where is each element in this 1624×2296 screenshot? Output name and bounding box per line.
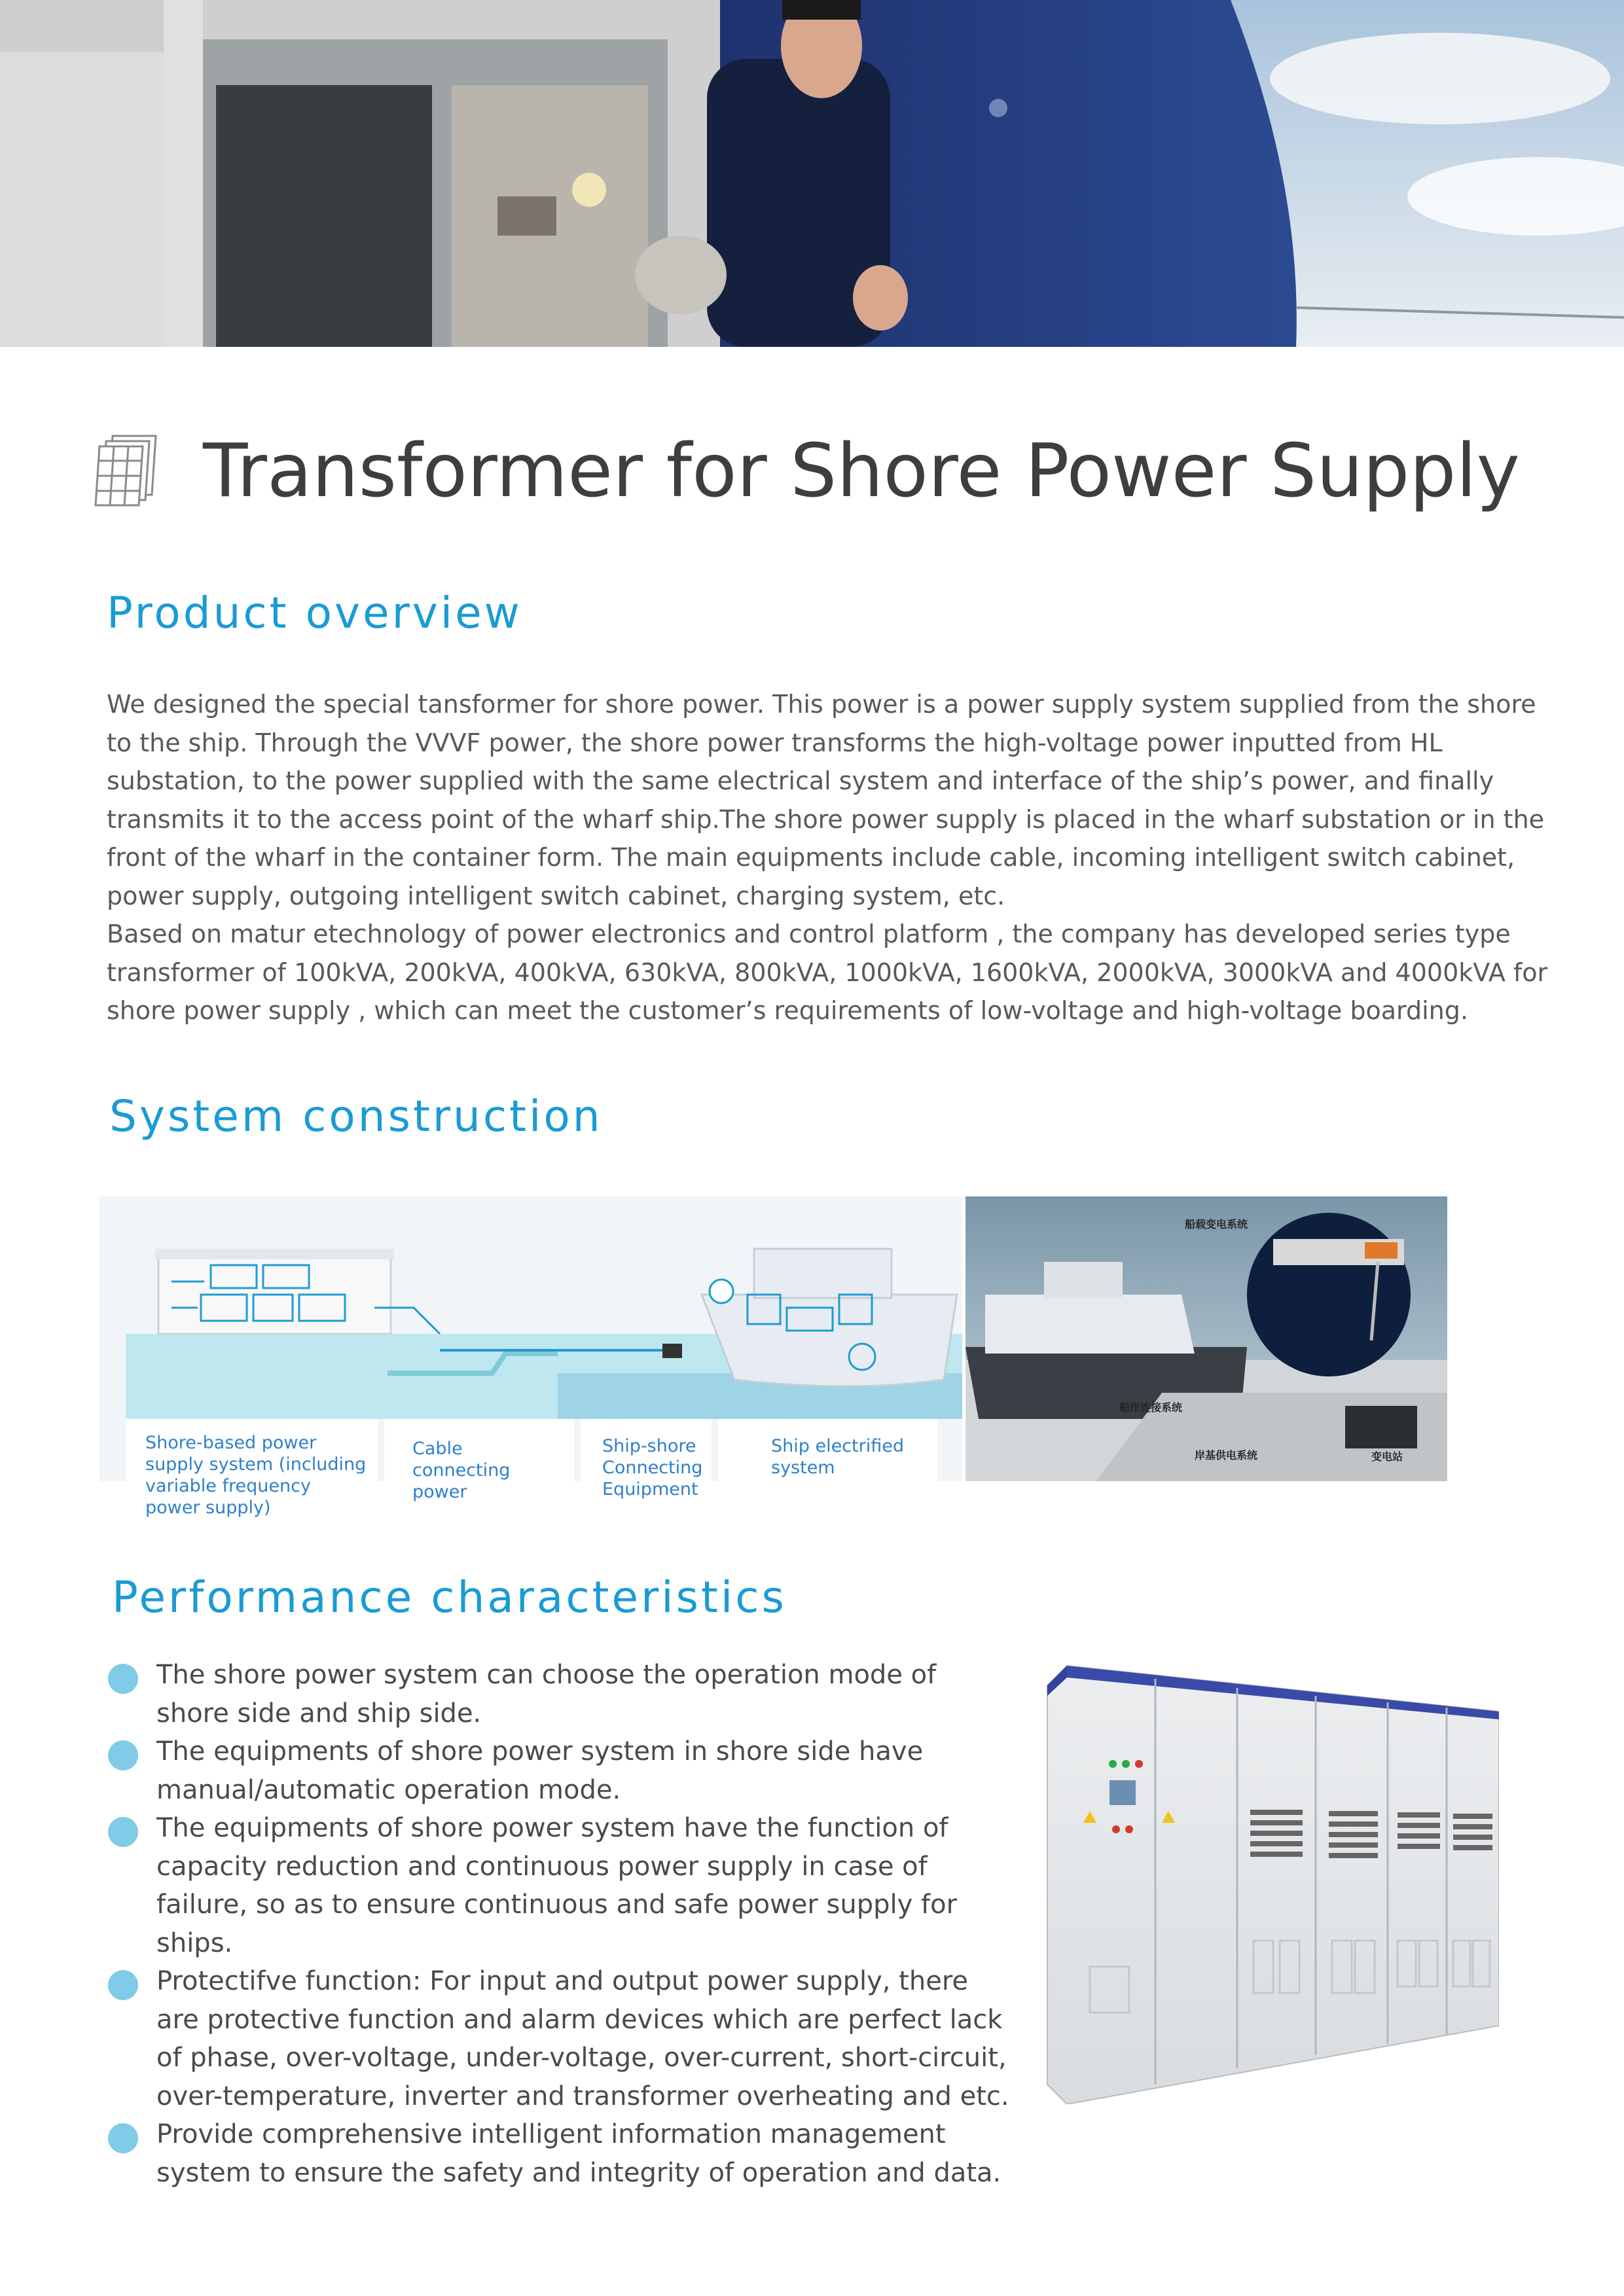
list-item: Protectifve function: For input and output power supply, there are protective function and alarm devices which are perfect lack of phase, over-voltage, under-voltage, over-current, short-circuit, over-temperature, inverter and transformer overheating and etc. — [107, 1962, 1010, 2115]
photo-label-shore-supply: 岸基供电系统 — [1195, 1449, 1258, 1462]
system-diagram — [99, 1196, 962, 1518]
overview-paragraph-2: Based on matur etechnology of power electronics and control platform , the company has developed series type transformer of 100kVA, 200kVA, 400kVA, 630kVA, 800kVA, 1000kVA, 1600kVA, 2000kVA, 3000kVA and 4000kVA for shore power supply , which can meet the customer’s requirements of low-voltage and high-voltage boarding. — [107, 920, 1548, 1025]
overview-heading: Product overview — [107, 588, 522, 638]
diagram-label-cable: Cable connecting power — [412, 1439, 511, 1502]
photo-label-substation: 变电站 — [1371, 1450, 1403, 1463]
list-item: The shore power system can choose the operation mode of shore side and ship side. — [107, 1656, 1010, 1732]
overview-text — [107, 685, 1566, 1030]
list-item: The equipments of shore power system have the function of capacity reduction and continuous power supply in case of failure, so as to ensure continuous and safe power supply for ships. — [107, 1809, 1010, 1962]
page-title: Transformer for Shore Power Supply — [203, 429, 1520, 514]
diagram-label-ship: Ship electrified system — [771, 1436, 904, 1478]
diagram-label-shore: Shore-based power supply system (including variable frequency power supply) — [145, 1433, 367, 1518]
bullet-icon — [108, 1970, 138, 2000]
cabinet-photo — [1041, 1659, 1499, 2104]
bullet-icon — [108, 2123, 138, 2153]
bullet-icon — [108, 1817, 138, 1847]
list-item: The equipments of shore power system in shore side have manual/automatic operation mode. — [107, 1732, 1010, 1809]
bullet-icon — [108, 1664, 138, 1694]
performance-heading: Performance characteristics — [112, 1572, 787, 1623]
performance-list — [107, 1656, 1010, 2192]
shore-power-photo — [965, 1196, 1447, 1481]
diagram-label-connecting: Ship-shore Connecting Equipment — [602, 1436, 703, 1499]
bullet-icon — [108, 1740, 138, 1770]
overview-paragraph-1: We designed the special tansformer for shore power. This power is a power supply system supplied from the shore to the ship. Through the VVVF power, the shore power transforms the high-voltage power inputted from HL substation, to the power supplied with the same electrical system and interface of the ship’s power, and finally transmits it to the access point of the wharf ship.The shore power supply is placed in the wharf substation or in the front of the wharf in the container form. The main equipments include cable, incoming intelligent switch cabinet, power supply, outgoing intelligent switch cabinet, charging system, etc. — [107, 690, 1545, 910]
solar-panel-icon — [93, 431, 158, 509]
hero-photo — [0, 0, 1624, 347]
list-item: Provide comprehensive intelligent information management system to ensure the safety and integrity of operation and data. — [107, 2115, 1010, 2192]
system-heading: System construction — [109, 1091, 603, 1141]
photo-label-connection: 船岸连接系统 — [1119, 1401, 1183, 1414]
photo-label-ship-substation: 船载变电系统 — [1185, 1218, 1248, 1230]
